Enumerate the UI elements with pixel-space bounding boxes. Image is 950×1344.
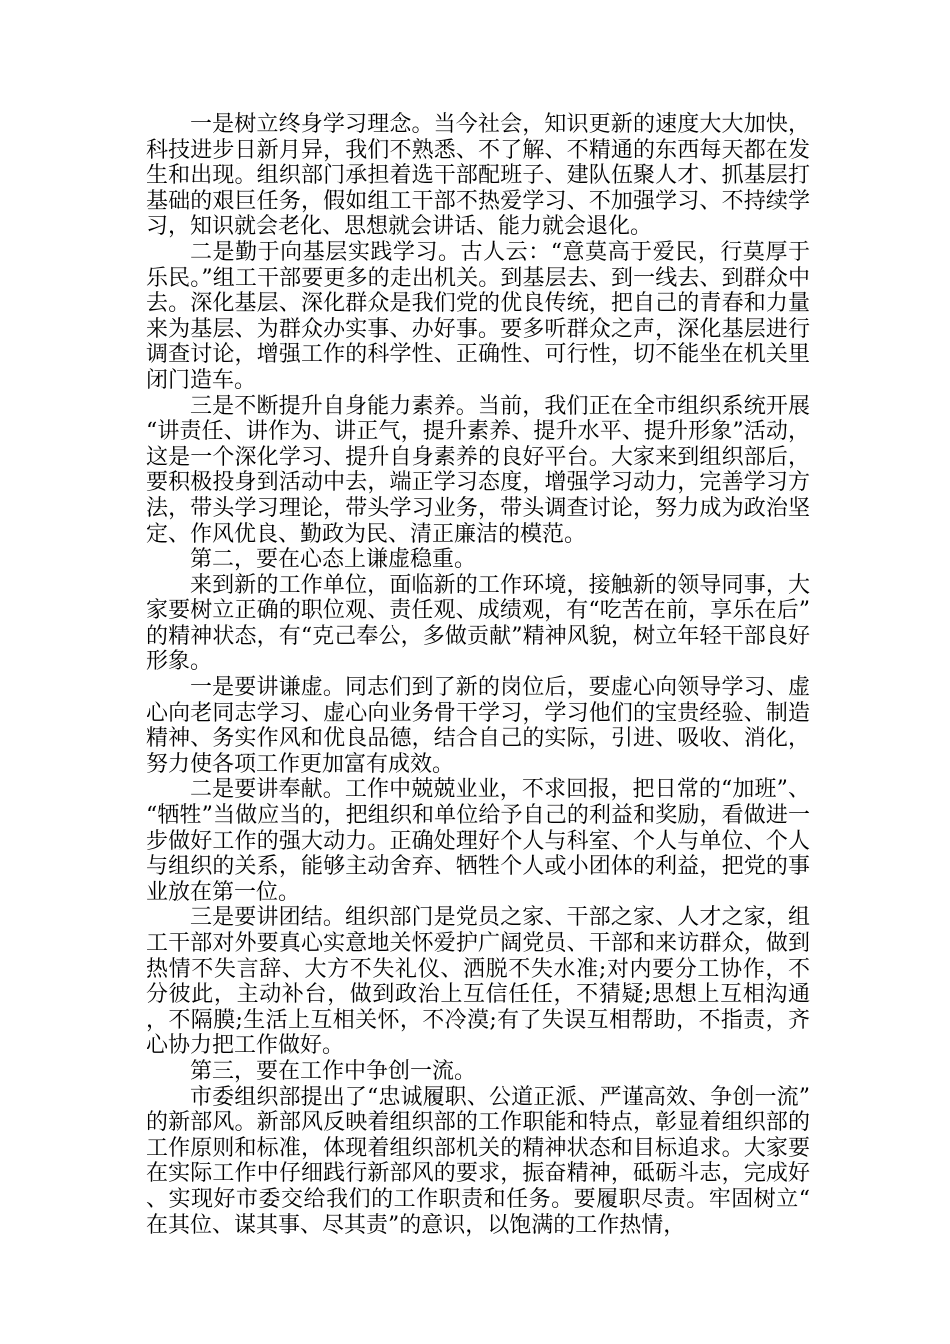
paragraph-5: 一是要讲谦虚。同志们到了新的岗位后，要虚心向领导学习、虚心向老同志学习、虚心向业务骨干学习，学习他们的宝贵经验、制造精神、务实作风和优良品德，结合自己的实际，引进、吸收、消化，努力使各项工作更加富有成效。 [146,675,810,777]
paragraph-8: 市委组织部提出了“忠诚履职、公道正派、严谨高效、争创一流”的新部风。新部风反映着组织部的工作职能和特点，彰显着组织部的工作原则和标准，体现着组织部机关的精神状态和目标追求。大家要在实际工作中仔细践行新部风的要求，振奋精神，砥砺斗志，完成好、实现好市委交给我们的工作职责和任务。要履职尽责。牢固树立“在其位、谋其事、尽其责”的意识，以饱满的工作热情， [146,1084,810,1238]
paragraph-1: 一是树立终身学习理念。当今社会，知识更新的速度大大加快，科技进步日新月异，我们不熟悉、不了解、不精通的东西每天都在发生和出现。组织部门承担着选干部配班子、建队伍聚人才、抓基层打基础的艰巨任务，假如组工干部不热爱学习、不加强学习、不持续学习，知识就会老化、思想就会讲话、能力就会退化。 [146,112,810,240]
paragraph-4: 来到新的工作单位，面临新的工作环境，接触新的领导同事，大家要树立正确的职位观、责任观、成绩观，有“吃苦在前，享乐在后”的精神状态，有“克己奉公，多做贡献”精神风貌，树立年轻干部良好形象。 [146,572,810,675]
paragraph-3: 三是不断提升自身能力素养。当前，我们正在全市组织系统开展“讲责任、讲作为、讲正气，提升素养、提升水平、提升形象”活动，这是一个深化学习、提升自身素养的良好平台。大家来到组织部后，要积极投身到活动中去，端正学习态度，增强学习动力，完善学习方法，带头学习理论，带头学习业务，带头调查讨论，努力成为政治坚定、作风优良、勤政为民、清正廉洁的模范。 [146,393,810,547]
paragraph-2: 二是勤于向基层实践学习。古人云：“意莫高于爱民，行莫厚于乐民。”组工干部要更多的走出机关。到基层去、到一线去、到群众中去。深化基层、深化群众是我们党的优良传统，把自己的青春和力量来为基层、为群众办实事、办好事。要多听群众之声，深化基层进行调查讨论，增强工作的科学性、正确性、可行性，切不能坐在机关里闭门造车。 [146,239,810,393]
paragraph-6: 二是要讲奉献。工作中兢兢业业，不求回报，把日常的“加班”、“牺牲”当做应当的，把组织和单位给予自己的利益和奖励，看做进一步做好工作的强大动力。正确处理好个人与科室、个人与单位、个人与组织的关系，能够主动舍弃、牺牲个人或小团体的利益，把党的事业放在第一位。 [146,777,810,905]
section-heading-2: 第二，要在心态上谦虚稳重。 [190,547,477,573]
document-body [146,112,810,1238]
section-heading-3: 第三，要在工作中争创一流。 [190,1058,477,1084]
paragraph-7: 三是要讲团结。组织部门是党员之家、干部之家、人才之家，组工干部对外要真心实意地关怀爱护广阔党员、干部和来访群众，做到热情不失言辞、大方不失礼仪、洒脱不失水准;对内要分工协作，不分彼此，主动补台，做到政治上互信任任，不猜疑;思想上互相沟通，不隔膜;生活上互相关怀，不冷漠;有了失误互相帮助，不指责，齐心协力把工作做好。 [146,905,810,1059]
